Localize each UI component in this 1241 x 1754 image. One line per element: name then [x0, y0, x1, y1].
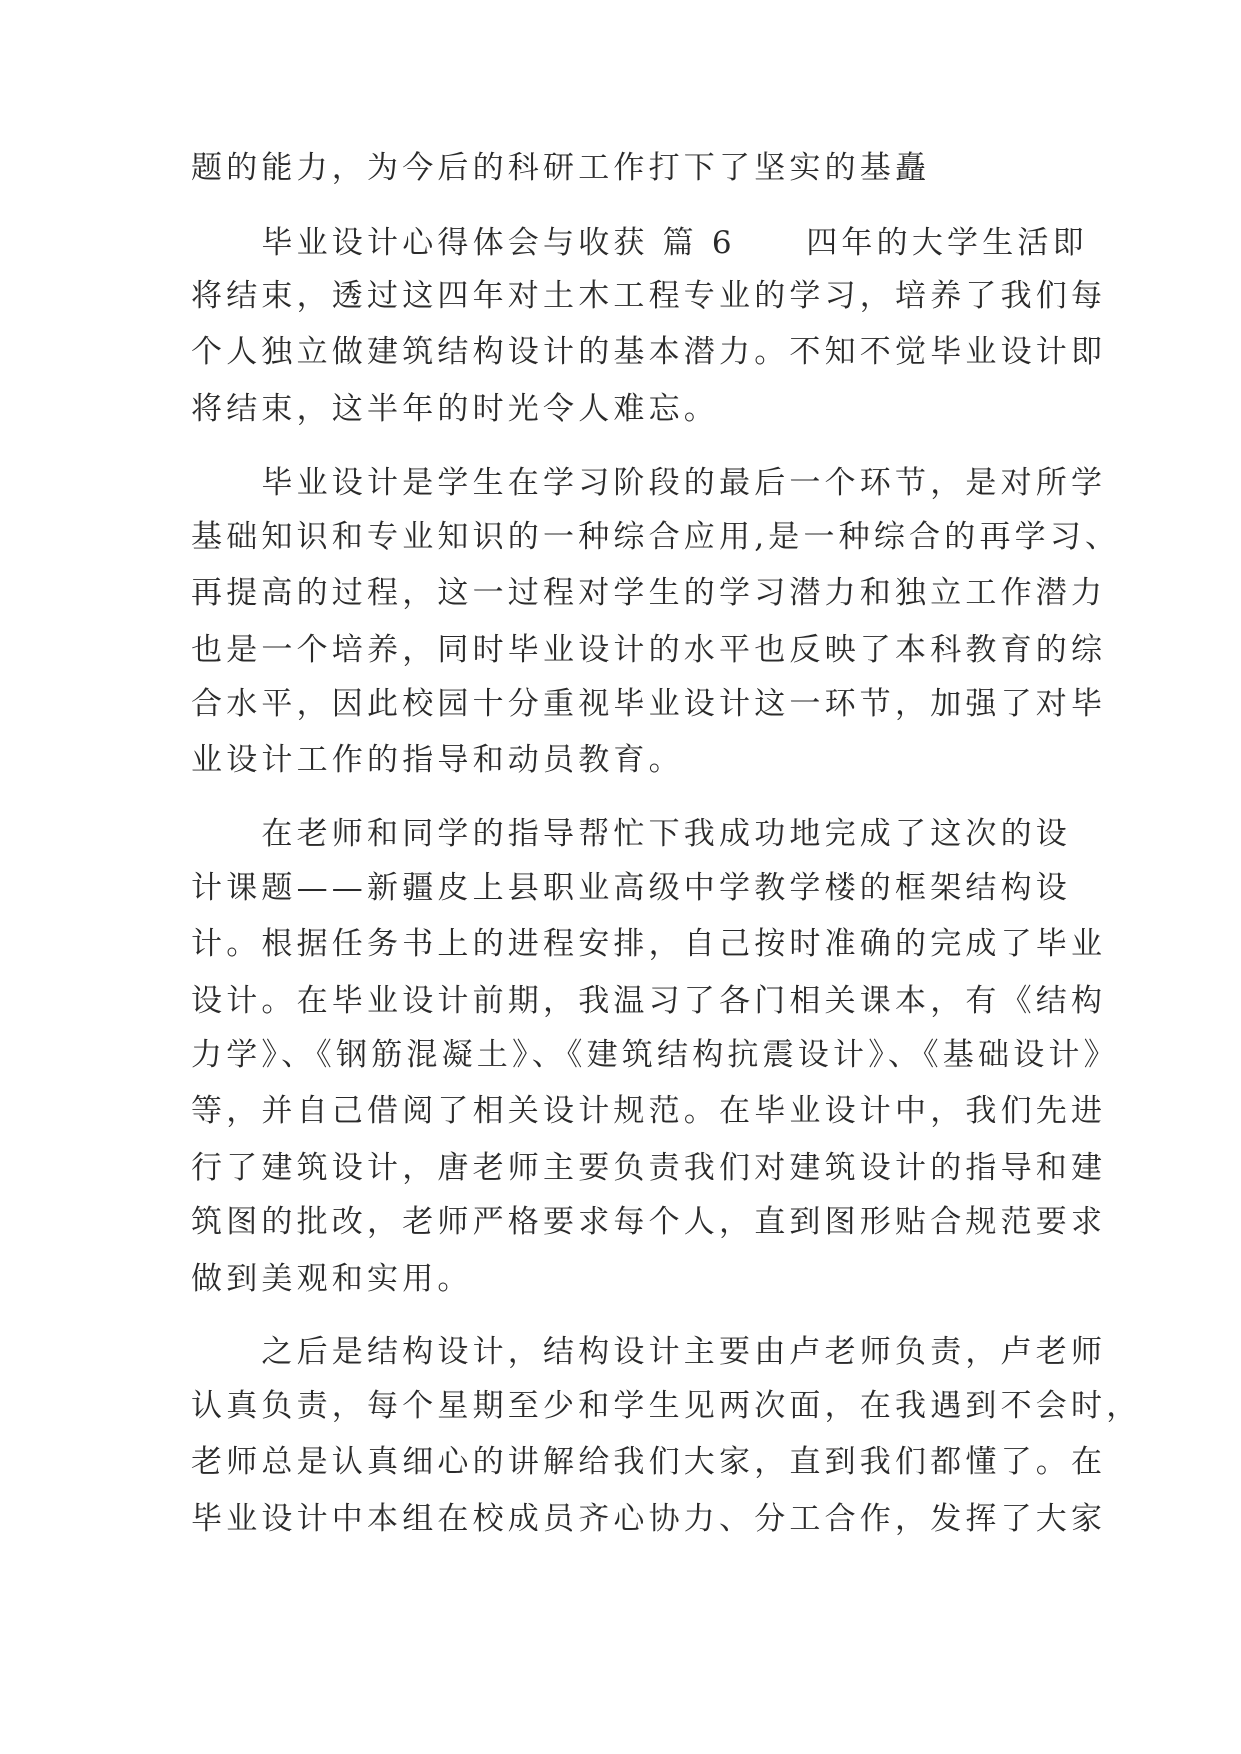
- text-line: 再提高的过程，这一过程对学生的学习潜力和独立工作潜力: [191, 575, 1107, 611]
- text-line: 之后是结构设计，结构设计主要由卢老师负责，卢老师: [191, 1334, 1107, 1370]
- text-line: 行了建筑设计，唐老师主要负责我们对建筑设计的指导和建: [191, 1150, 1107, 1186]
- text-line: 认真负责，每个星期至少和学生见两次面，在我遇到不会时，: [191, 1388, 1142, 1424]
- text-line: 毕业设计中本组在校成员齐心协力、分工合作，发挥了大家: [191, 1501, 1107, 1537]
- text-line: 在老师和同学的指导帮忙下我成功地完成了这次的设: [191, 816, 1071, 852]
- text-line: 等，并自己借阅了相关设计规范。在毕业设计中，我们先进: [191, 1093, 1107, 1129]
- text-line: 设计。在毕业设计前期，我温习了各门相关课本，有《结构: [191, 983, 1107, 1019]
- text-line: 老师总是认真细心的讲解给我们大家，直到我们都懂了。在: [191, 1444, 1107, 1480]
- text-line: 个人独立做建筑结构设计的基本潜力。不知不觉毕业设计即: [191, 334, 1107, 370]
- text-line: 将结束，这半年的时光令人难忘。: [191, 391, 719, 427]
- text-line: 合水平，因此校园十分重视毕业设计这一环节，加强了对毕: [191, 686, 1107, 722]
- text-line: 将结束，透过这四年对土木工程专业的学习，培养了我们每: [191, 278, 1107, 314]
- text-line: 力学》、《钢筋混凝土》、《建筑结构抗震设计》、《基础设计》: [191, 1037, 1119, 1073]
- text-line: 题的能力，为今后的科研工作打下了坚实的基矗: [191, 150, 931, 186]
- text-line: 筑图的批改，老师严格要求每个人，直到图形贴合规范要求: [191, 1204, 1107, 1240]
- text-line: 毕业设计是学生在学习阶段的最后一个环节，是对所学: [191, 465, 1107, 501]
- text-line: 毕业设计心得体会与收获 篇 6 四年的大学生活即: [191, 225, 1088, 261]
- text-line: 计。根据任务书上的进程安排，自己按时准确的完成了毕业: [191, 926, 1107, 962]
- text-line: 计课题——新疆皮上县职业高级中学教学楼的框架结构设: [191, 870, 1071, 906]
- text-line: 也是一个培养，同时毕业设计的水平也反映了本科教育的综: [191, 632, 1107, 668]
- text-line: 业设计工作的指导和动员教育。: [191, 742, 684, 778]
- text-line: 基础知识和专业知识的一种综合应用,是一种综合的再学习、: [191, 519, 1121, 555]
- text-line: 做到美观和实用。: [191, 1261, 473, 1297]
